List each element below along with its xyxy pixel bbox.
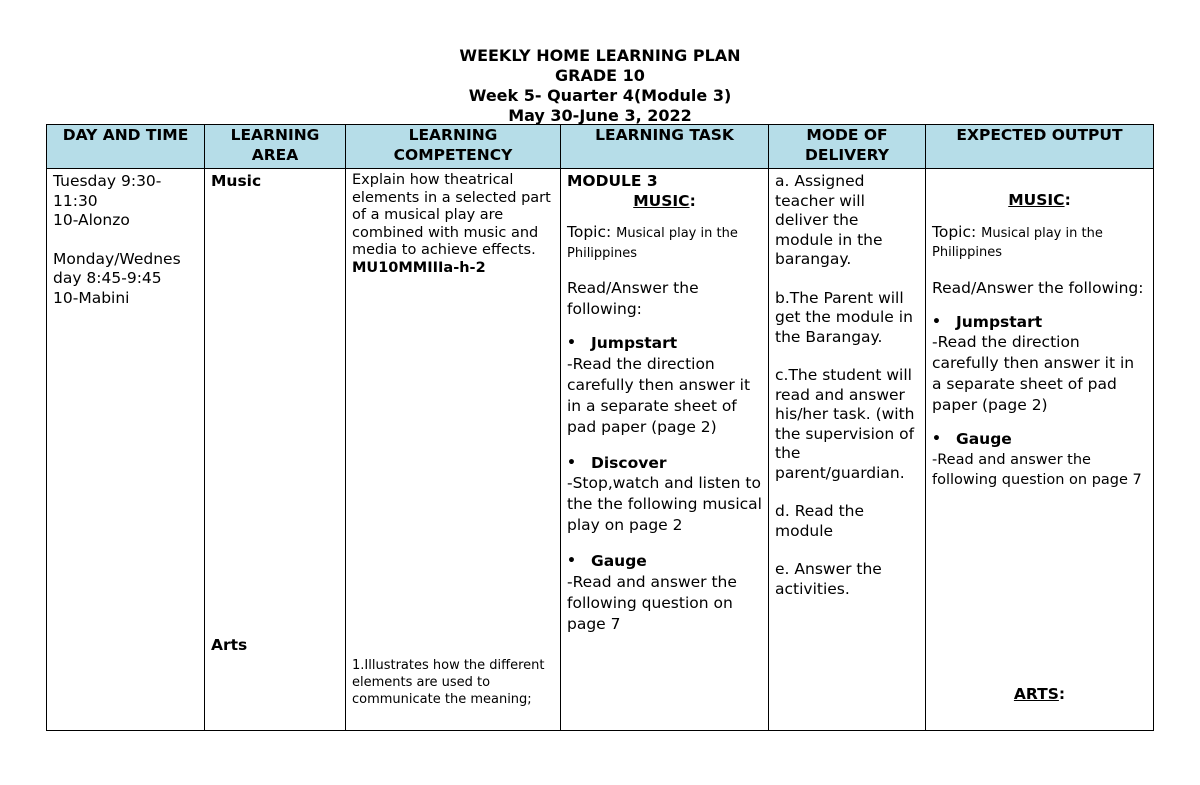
gauge-label: Gauge bbox=[956, 430, 1012, 448]
jumpstart-text: -Read the direction carefully then answer it in a separate sheet of pad paper (page 2) bbox=[567, 354, 751, 436]
gauge-item bbox=[932, 430, 1147, 450]
competency-text: Explain how theatrical elements in a selected part of a musical play are combined with music and media to achieve effects. bbox=[352, 172, 551, 258]
gauge-label: Gauge bbox=[591, 552, 647, 570]
cell-expected-output bbox=[926, 169, 1154, 731]
delivery-option-a: a. Assigned teacher will deliver the module in the barangay. bbox=[775, 172, 883, 268]
week-quarter: Week 5- Quarter 4(Module 3) bbox=[468, 86, 732, 105]
bullet-icon: • bbox=[567, 454, 576, 471]
discover-text: -Stop,watch and listen to the the following musical play on page 2 bbox=[567, 474, 762, 534]
cell-learning-competency bbox=[346, 169, 561, 731]
delivery-option-d: d. Read the module bbox=[775, 502, 865, 540]
date-range: May 30-June 3, 2022 bbox=[508, 106, 692, 125]
column-header-mode-of-delivery: MODE OF DELIVERY bbox=[769, 125, 926, 169]
arts-heading: ARTS bbox=[1013, 685, 1059, 703]
bullet-icon: • bbox=[567, 335, 576, 351]
topic-text: Musical play in the Philippines bbox=[932, 225, 1103, 260]
music-heading: MUSIC bbox=[633, 191, 690, 210]
music-heading: MUSIC bbox=[1008, 191, 1065, 209]
cell-day-time bbox=[47, 169, 205, 731]
day-time-line: Tuesday 9:30- bbox=[53, 172, 162, 190]
read-answer-instruction: Read/Answer the following: bbox=[567, 279, 699, 318]
day-time-line: Monday/Wednes bbox=[53, 249, 181, 268]
module-title: MODULE 3 bbox=[567, 172, 658, 190]
delivery-option-e: e. Answer the activities. bbox=[775, 560, 882, 598]
delivery-option-c: c.The student will read and answer his/her task. (with the supervision of the parent/guardian. bbox=[775, 366, 915, 482]
jumpstart-item bbox=[932, 313, 1147, 333]
arts-competency-text: 1.Illustrates how the different elements are used to communicate the meaning; bbox=[352, 658, 545, 707]
column-header-learning-area: LEARNING AREA bbox=[205, 125, 346, 169]
gauge-text: -Read and answer the following question on page 7 bbox=[932, 451, 1142, 488]
day-time-line: 11:30 bbox=[53, 191, 98, 210]
section-name: 10-Mabini bbox=[53, 288, 130, 307]
discover-item bbox=[567, 454, 762, 474]
cell-mode-of-delivery bbox=[769, 169, 926, 731]
column-header-learning-competency: LEARNING COMPETENCY bbox=[346, 125, 561, 169]
grade-level: GRADE 10 bbox=[555, 66, 645, 85]
document-title: WEEKLY HOME LEARNING PLAN bbox=[459, 46, 741, 65]
bullet-icon: • bbox=[567, 553, 576, 569]
table-header-row bbox=[47, 125, 1154, 169]
jumpstart-label: Jumpstart bbox=[956, 312, 1043, 331]
document-header bbox=[0, 46, 1200, 126]
column-header-expected-output: EXPECTED OUTPUT bbox=[926, 125, 1154, 169]
learning-area-music: Music bbox=[211, 172, 262, 190]
heading-colon: : bbox=[689, 191, 696, 210]
column-header-learning-task: LEARNING TASK bbox=[561, 125, 769, 169]
topic-label: Topic: bbox=[932, 222, 977, 241]
jumpstart-label: Jumpstart bbox=[591, 334, 678, 352]
column-header-day-time: DAY AND TIME bbox=[47, 125, 205, 169]
cell-learning-task bbox=[561, 169, 769, 731]
table-row bbox=[47, 169, 1154, 731]
delivery-option-b: b.The Parent will get the module in the Barangay. bbox=[775, 288, 913, 346]
competency-code: MU10MMIIIa-h-2 bbox=[352, 259, 486, 276]
bullet-icon: • bbox=[932, 431, 941, 447]
read-answer-instruction: Read/Answer the following: bbox=[932, 278, 1144, 297]
gauge-item bbox=[567, 552, 762, 572]
cell-learning-area bbox=[205, 169, 346, 731]
discover-label: Discover bbox=[591, 453, 667, 472]
section-name: 10-Alonzo bbox=[53, 211, 130, 229]
topic-text: Musical play in the Philippines bbox=[567, 226, 738, 261]
heading-colon: : bbox=[1064, 191, 1071, 209]
learning-area-arts: Arts bbox=[211, 636, 248, 654]
bullet-icon: • bbox=[932, 313, 941, 330]
topic-label: Topic: bbox=[567, 223, 612, 241]
gauge-text: -Read and answer the following question on page 7 bbox=[567, 572, 737, 633]
day-time-line: day 8:45-9:45 bbox=[53, 269, 162, 287]
jumpstart-item bbox=[567, 334, 762, 354]
heading-colon: : bbox=[1058, 685, 1066, 703]
learning-plan-table bbox=[46, 124, 1154, 731]
jumpstart-text: -Read the direction carefully then answer it in a separate sheet of pad paper (page 2) bbox=[932, 333, 1135, 414]
